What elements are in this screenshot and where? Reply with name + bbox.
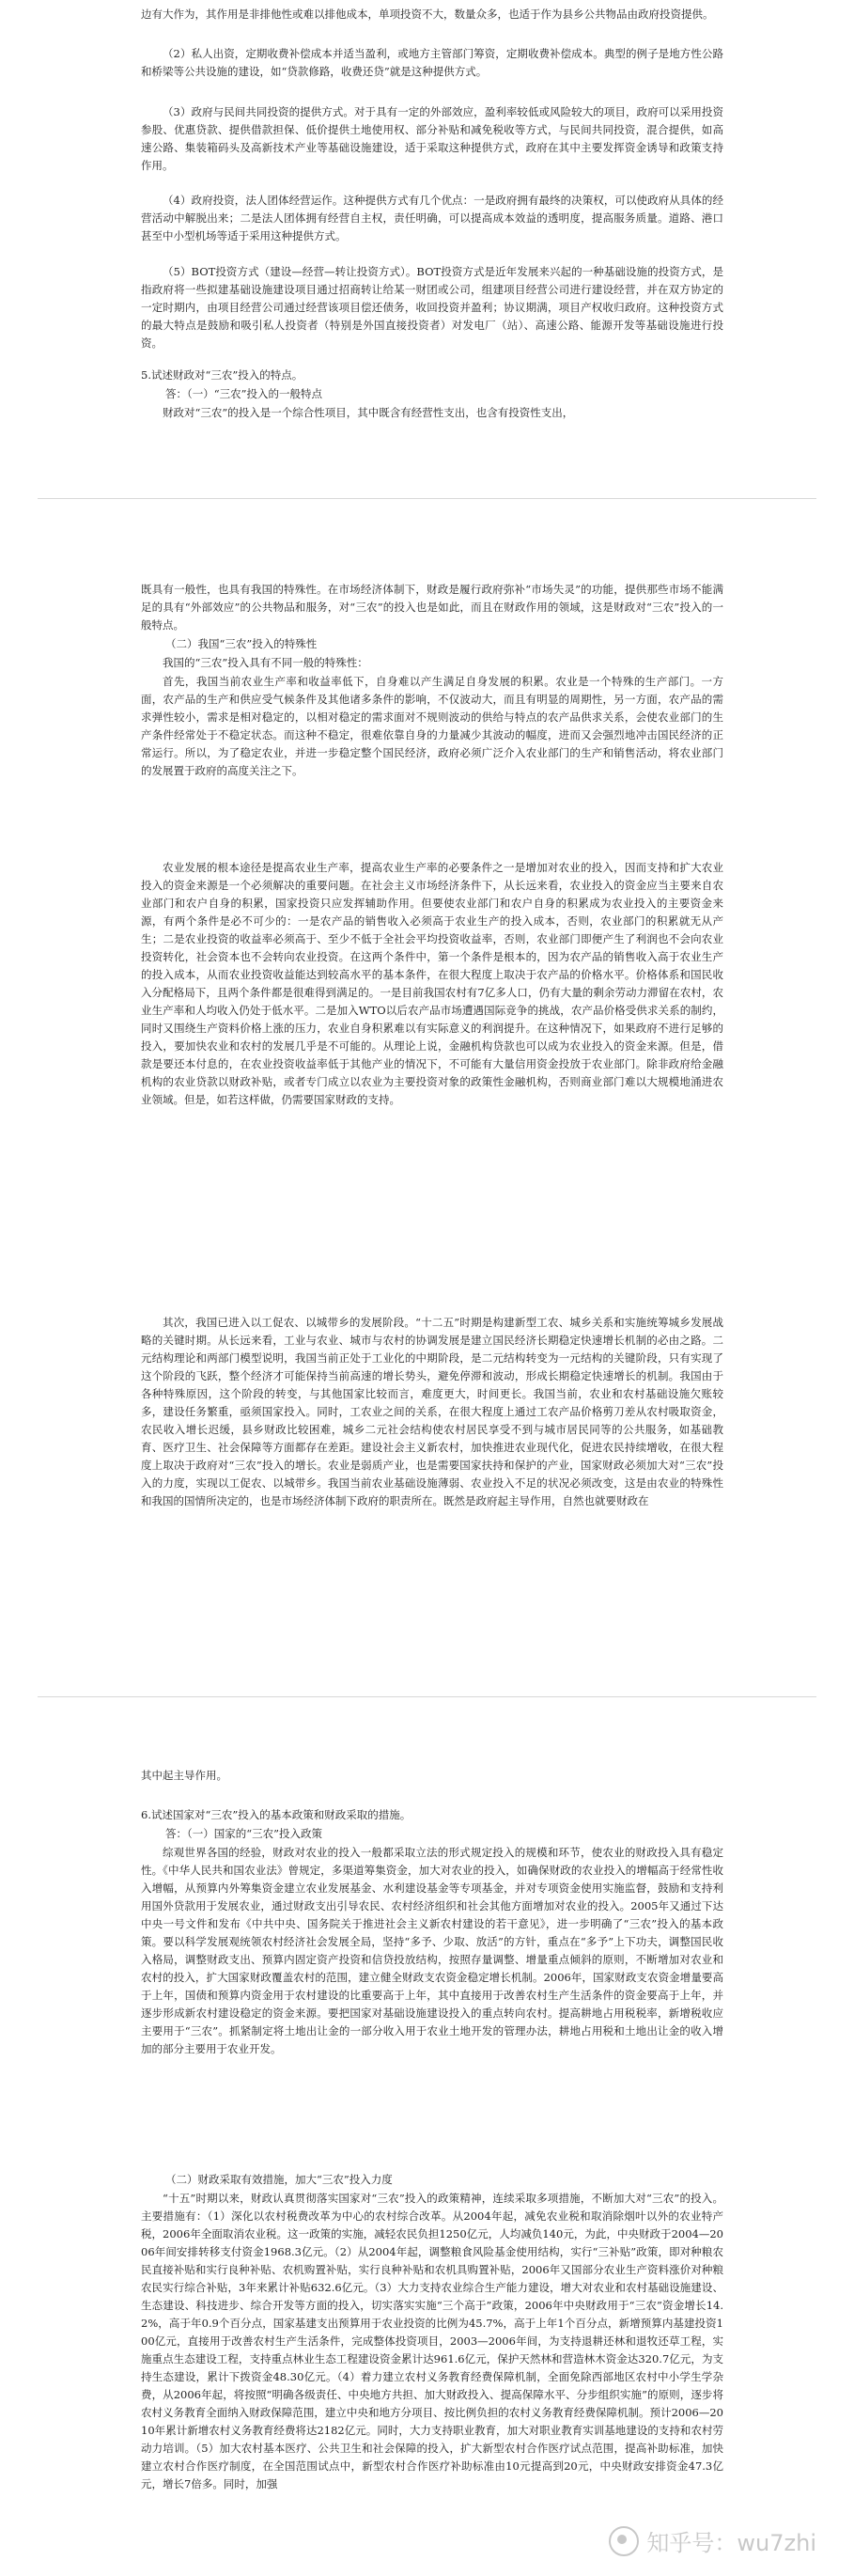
page-divider — [38, 498, 816, 499]
paragraph-second-reason: 农业发展的根本途径是提高农业生产率，提高农业生产率的必要条件之一是增加对农业的投入，因而支持和扩大农业投入的资金来源是一个必须解决的重要问题。在社会主义市场经济条件下，从长远来看，农业投入的资金应当主要来自农业部门和农户自身的积累，国家投资只应发挥辅助作用。但要使农业部门和农户自身的积累成为农业投入的主要资金来源，有两个条件是必不可少的：一是农产品的销售收入必须高于农业生产的投入成本，否则，农业部门的积累就无从产生；二是农业投资的收益率必须高于、至少不低于全社会平均投资收益率，否则，农业部门即便产生了利润也不会向农业投资转化，社会资本也不会转向农业投资。在这两个条件中，第一个条件是根本的，因为农产品的销售收入高于农业生产的投入成本，从而农业投资收益能达到较高水平的基本条件，在很大程度上取决于农产品的价格水平。价格体系和国民收入分配格局下，且两个条件都是很难得到满足的。一是目前我国农村有7亿多人口，仍有大量的剩余劳动力滞留在农村，农业生产率和人均收入仍处于低水平。二是加入WTO以后农产品市场遭遇国际竞争的挑战，农产品价格受供求关系的制约，同时又围绕生产资料价格上涨的压力，农业自身积累难以有实际意义的利润提升。在这种情况下，如果政府不进行足够的投入，要加快农业和农村的发展几乎是不可能的。从理论上说，金融机构贷款也可以成为农业投入的资金来源。但是，借款是要还本付息的，在农业投资收益率低于其他产业的情况下，不可能有大量信用资金投放于农业部门。除非政府给金融机构的农业贷款以财政补贴，或者专门成立以农业为主要投资对象的政策性金融机构，否则商业部门难以大规模地涌进农业领域。但是，如若这样做，仍需要国家财政的支持。 — [141, 861, 723, 1106]
question-6-heading: 6.试述国家对“三农”投入的基本政策和财政采取的措施。 — [141, 1808, 411, 1821]
zhihu-watermark — [609, 2524, 816, 2557]
subheading-special-characteristic: （二）我国“三农”投入的特殊性 — [165, 637, 318, 650]
subheading-fiscal-measures: （二）财政采取有效措施，加大“三农”投入力度 — [165, 2173, 393, 2186]
watermark-text: 知乎号：wu7zhi — [646, 2530, 816, 2556]
paragraph-national-policy: 综观世界各国的经验，财政对农业的投入一般都采取立法的形式规定投入的规模和环节，使农业的财政投入具有稳定性。《中华人民共和国农业法》曾规定，多渠道筹集资金，加大对农业的投入，如确保财政的农业投入的增幅高于经常性收入增幅，从预算内外筹集资金建立农业发展基金、水利建设基金等专项基金，并对专项资金使用实施监督，鼓励和支持利用国外贷款用于发展农业，通过财政支出引导农民、农村经济组织和社会其他方面增加对农业的投入。2005年又通过下达中央一号文件和发布《中共中央、国务院关于推进社会主义新农村建设的若干意见》，进一步明确了“三农”投入的基本政策。要以科学发展观统领农村经济社会发展全局，坚持“多予、少取、放活”的方针，重点在“多予”上下功夫，调整国民收入格局，调整财政支出、预算内固定资产投资和信贷投放结构，按照存量调整、增量重点倾斜的原则，不断增加对农业和农村的投入，扩大国家财政覆盖农村的范围，建立健全财政支农资金稳定增长机制。2006年，国家财政支农资金增量要高于上年，国债和预算内资金用于农村建设的比重要高于上年，其中直接用于改善农村生产生活条件的资金要高于上年，并逐步形成新农村建设稳定的资金来源。要把国家对基础设施建设投入的重点转向农村。提高耕地占用税税率，新增税收应主要用于“三农”。抓紧制定将土地出让金的一部分收入用于农业土地开发的管理办法，耕地占用税和土地出让金的收入增加的部分主要用于农业开发。 — [141, 1846, 723, 2055]
paragraph-special-intro: 我国的“三农”投入具有不同一般的特殊性： — [163, 656, 368, 669]
paragraph-public-goods-continued: 边有大作为，其作用是非排他性或难以排他成本，单项投资不大，数量众多，也适于作为县乡公共物品由政府投资提供。 — [141, 8, 714, 21]
answer-6-subheading: 答：（一）国家的“三农”投入政策 — [165, 1827, 323, 1840]
paragraph-joint-investment: （3）政府与民间共同投资的提供方式。对于具有一定的外部效应，盈利率较低或风险较大的项目，政府可以采用投资参股、优惠贷款、提供借款担保、低价提供土地使用权、部分补贴和减免税收等方式，与民间共同投资，混合提供，如高速公路、集装箱码头及高新技术产业等基础设施建设，适于采取这种提供方式，政府在其中主要发挥资金诱导和政策支持作用。 — [141, 105, 723, 172]
document-page-1 — [0, 0, 854, 442]
document-page-3 — [0, 1767, 854, 2576]
question-5-heading: 5.试述财政对“三农”投入的特点。 — [141, 368, 303, 382]
paragraph-bot-investment: （5）BOT投资方式（建设—经营—转让投资方式）。BOT投资方式是近年发展来兴起的一种基础设施的投资方式，是指政府将一些拟建基础设施建设项目通过招商转让给某一财团或公司，组建项目经营公司进行建设经营，并在双方协定的一定时期内，由项目经营公司通过经营该项目偿还债务，收回投资并盈利；协议期满，项目产权收归政府。这种投资方式的最大特点是鼓励和吸引私人投资者（特别是外国直接投资者）对发电厂（站）、高速公路、能源开发等基础设施进行投资。 — [141, 265, 723, 350]
paragraph-government-corporate: （4）政府投资，法人团体经营运作。这种提供方式有几个优点：一是政府拥有最终的决策权，可以使政府从具体的经营活动中解脱出来；二是法人团体拥有经营自主权，责任明确，可以提高成本效益的透明度，提高服务质量。道路、港口甚至中小型机场等适于采用这种提供方式。 — [141, 194, 723, 242]
paragraph-third-reason: 其次，我国已进入以工促农、以城带乡的发展阶段。“十二五”时期是构建新型工农、城乡关系和实施统筹城乡发展战略的关键时期。从长远来看，工业与农业、城市与农村的协调发展是建立国民经济长期稳定快速增长机制的必由之路。二元结构理论和两部门模型说明，我国当前正处于工业化的中期阶段，是二元结构转变为一元结构的关键阶段，只有实现了这个阶段的飞跃，整个经济才可能保持当前高速的增长势头，避免停滞和波动，形成长期稳定快速增长的机制。我国由于各种特殊原因，这个阶段的转变，与其他国家比较而言，难度更大，时间更长。我国当前，农业和农村基础设施欠账较多，建设任务繁重，亟须国家投入。同时，工农业之间的关系，在很大程度上通过工农产品价格剪刀差从农村吸取资金，农民收入增长迟缓，县乡财政比较困难，城乡二元社会结构使农村居民享受不到与城市居民同等的公共服务，如基础教育、医疗卫生、社会保障等方面都存在差距。建设社会主义新农村，加快推进农业现代化，促进农民持续增收，在很大程度上取决于政府对“三农”投入的增长。农业是弱质产业，也是需要国家扶持和保护的产业，国家财政必须加大对“三农”投入的力度，实现以工促农、以城带乡。我国当前农业基础设施薄弱、农业投入不足的状况必须改变，这是由农业的特殊性和我国的国情所决定的，也是市场经济体制下政府的职责所在。既然是政府起主导作用，自然也就要财政在 — [141, 1316, 723, 1507]
paragraph-first-reason: 首先，我国当前农业生产率和收益率低下，自身难以产生满足自身发展的积累。农业是一个特殊的生产部门。一方面，农产品的生产和供应受气候条件及其他诸多条件的影响，不仅波动大，而且有明显的周期性，另一方面，农产品的需求弹性较小，需求是相对稳定的，以相对稳定的需求面对不规则波动的供给与特点的农产品供求关系，会使农业部门的生产条件经常处于不稳定状态。而这种不稳定，很难依靠自身的力量减少其波动的幅度，进而又会强烈地冲击国民经济的正常运行。所以，为了稳定农业，并进一步稳定整个国民经济，政府必须广泛介入农业部门的生产和销售活动，将农业部门的发展置于政府的高度关注之下。 — [141, 675, 723, 777]
paragraph-fiscal-measures: “十五”时期以来，财政认真贯彻落实国家对“三农”投入的政策精神，连续采取多项措施，不断加大对“三农”的投入。主要措施有：（1）深化以农村税费改革为中心的农村综合改革。从2004年起，减免农业税和取消除烟叶以外的农业特产税，2006年全面取消农业税。这一政策的实施，减轻农民负担1250亿元，人均减负140元，为此，中央财政于2004—2006年间安排转移支付资金1968.3亿元。（2）从2004年起，调整粮食风险基金使用结构，实行“三补贴”政策，即对种粮农民直接补贴和实行良种补贴、农机购置补贴，实行良种补贴和农机具购置补贴，2006年又国部分农业生产资料涨价对种粮农民实行综合补贴，3年来累计补贴632.6亿元。（3）大力支持农业综合生产能力建设，增大对农业和农村基础设施建设、生态建设、科技进步、综合开发等方面的投入，切实落实实施“三个高于”政策，2006年中央财政用于“三农”资金增长14.2%，高于年0.9个百分点，国家基建支出预算用于农业投资的比例为45.7%，高于上年1个百分点，新增预算内基建投资100亿元，直接用于改善农村生产生活条件，完成整体投资项目，2003—2006年间，为支持退耕还林和退牧还草工程，实施重点生态建设工程，支持重点林业生态工程建设资金累计达961.6亿元，保护天然林和营造林木资金达320.7亿元，为支持生态建设，累计下拨资金48.30亿元。（4）着力建立农村义务教育经费保障机制，全面免除西部地区农村中小学生学杂费，从2006年起，将按照“明确各级责任、中央地方共担、加大财政投入、提高保障水平、分步组织实施”的原则，逐步将农村义务教育全面纳入财政保障范围，建立中央和地方分项目、按比例负担的农村义务教育经费保障机制。预计2006—2010年累计新增农村义务教育经费将达2182亿元。同时，大力支持职业教育，加大对职业教育实训基地建设的支持和农村劳动力培训。（5）加大农村基本医疗、公共卫生和社会保障的投入，扩大新型农村合作医疗试点范围，提高补助标准，加快建立农村合作医疗制度，在全国范围试点中，新型农村合作医疗补助标准由10元提高到20元，中央财政安排资金47.3亿元，增长7倍多。同时，加强 — [141, 2192, 723, 2490]
answer-5-subheading: 答：（一）“三农”投入的一般特点 — [165, 387, 323, 400]
paragraph-private-investment: （2）私人出资，定期收费补偿成本并适当盈利，或地方主管部门筹资，定期收费补偿成本。典型的例子是地方性公路和桥梁等公共设施的建设，如“贷款修路，收费还贷”就是这种提供方式。 — [141, 47, 723, 78]
page-divider — [38, 1696, 816, 1697]
watermark-logo-icon — [609, 2526, 639, 2556]
document-page-2 — [0, 581, 854, 1690]
paragraph-leading-role: 其中起主导作用。 — [141, 1769, 227, 1782]
paragraph-general-characteristic: 财政对“三农”的投入是一个综合性项目，其中既含有经营性支出，也含有投资性支出， — [163, 406, 574, 419]
paragraph-general-continued: 既具有一般性，也具有我国的特殊性。在市场经济体制下，财政是履行政府弥补“市场失灵”的功能，提供那些市场不能满足的具有“外部效应”的公共物品和服务，对“三农”的投入也是如此，而且在财政作用的领域，这是财政对“三农”投入的一般特点。 — [141, 583, 723, 632]
